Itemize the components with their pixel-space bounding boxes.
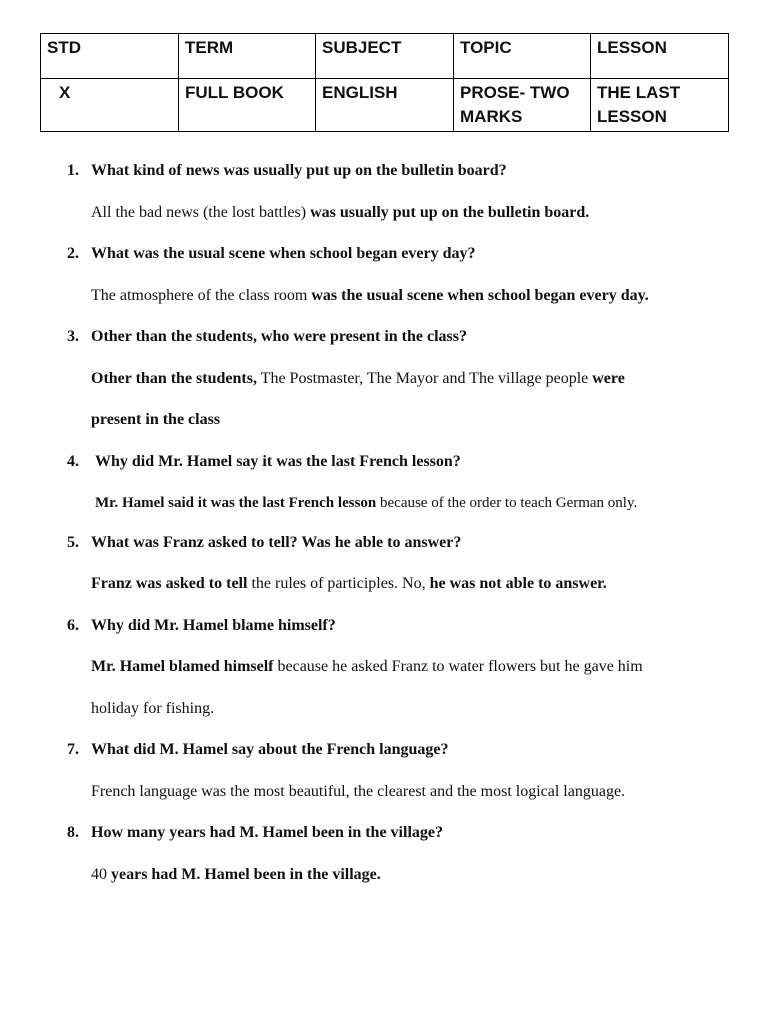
question-text: Why did Mr. Hamel say it was the last French lesson? bbox=[95, 453, 461, 470]
answer-text: Mr. Hamel said it was the last French lesson because of the order to teach German only. bbox=[95, 495, 638, 511]
value-cell-std: X bbox=[41, 79, 179, 132]
question-text: Other than the students, who were present in the class? bbox=[91, 328, 468, 345]
answer-text: Other than the students, The Postmaster, The Mayor and The village people were bbox=[91, 370, 625, 387]
header-row bbox=[41, 34, 729, 79]
question-text: How many years had M. Hamel been in the village? bbox=[91, 824, 443, 841]
answer-text: Franz was asked to tell the rules of participles. No, he was not able to answer. bbox=[91, 575, 607, 592]
header-table bbox=[40, 33, 729, 132]
value-cell-topic: PROSE- TWO MARKS bbox=[454, 79, 591, 132]
question-text: What did M. Hamel say about the French language? bbox=[91, 741, 449, 758]
value-cell-term: FULL BOOK bbox=[179, 79, 316, 132]
question-text: What was the usual scene when school began every day? bbox=[91, 245, 476, 262]
answer-text-continued: present in the class bbox=[91, 411, 221, 428]
value-cell-subject: ENGLISH bbox=[316, 79, 454, 132]
value-cell-lesson: THE LAST LESSON bbox=[591, 79, 729, 132]
question-number: 8. bbox=[67, 824, 79, 841]
answer-text: All the bad news (the lost battles) was usually put up on the bulletin board. bbox=[91, 204, 590, 221]
question-number: 3. bbox=[67, 328, 79, 345]
header-cell-std: STD bbox=[41, 34, 179, 79]
answer-text: Mr. Hamel blamed himself because he asked Franz to water flowers but he gave him bbox=[91, 658, 643, 675]
question-text: What kind of news was usually put up on the bulletin board? bbox=[91, 162, 507, 179]
answer-text: The atmosphere of the class room was the usual scene when school began every day. bbox=[91, 287, 649, 304]
question-number: 2. bbox=[67, 245, 79, 262]
question-text: Why did Mr. Hamel blame himself? bbox=[91, 617, 336, 634]
answer-text: 40 years had M. Hamel been in the village. bbox=[91, 866, 381, 883]
question-number: 5. bbox=[67, 534, 79, 551]
question-number: 7. bbox=[67, 741, 79, 758]
answer-text: French language was the most beautiful, the clearest and the most logical language. bbox=[91, 783, 626, 800]
question-text: What was Franz asked to tell? Was he able to answer? bbox=[91, 534, 462, 551]
question-number: 6. bbox=[67, 617, 79, 634]
question-number: 1. bbox=[67, 162, 79, 179]
answer-text-continued: holiday for fishing. bbox=[91, 700, 215, 717]
header-cell-lesson: LESSON bbox=[591, 34, 729, 79]
header-cell-term: TERM bbox=[179, 34, 316, 79]
value-row bbox=[41, 79, 729, 132]
header-cell-subject: SUBJECT bbox=[316, 34, 454, 79]
header-cell-topic: TOPIC bbox=[454, 34, 591, 79]
question-number: 4. bbox=[67, 453, 79, 470]
